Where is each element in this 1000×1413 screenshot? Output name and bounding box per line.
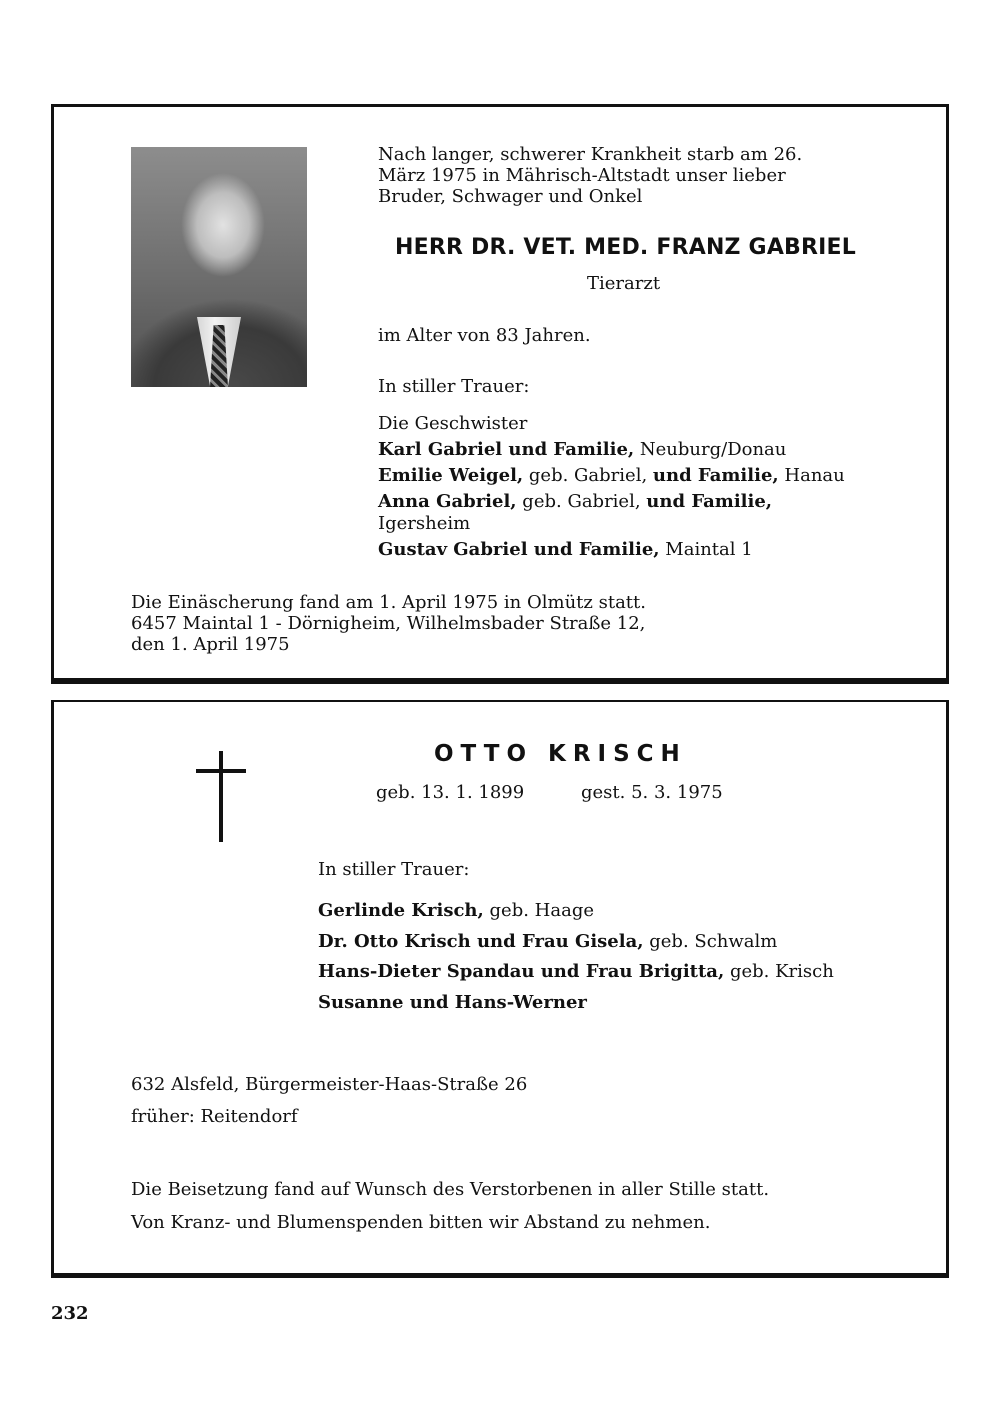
intro-line-3: Bruder, Schwager und Onkel	[378, 186, 643, 207]
footer-line-3: den 1. April 1975	[131, 634, 290, 655]
obituary-krisch	[51, 700, 949, 1278]
closing-line-2: Von Kranz- und Blumenspenden bitten wir Abstand zu nehmen.	[131, 1212, 711, 1233]
profession: Tierarzt	[587, 273, 661, 294]
family-member-3: Hans-Dieter Spandau und Frau Brigitta, geb. Krisch	[318, 961, 834, 982]
age-line: im Alter von 83 Jahren.	[378, 325, 591, 346]
deceased-name: HERR DR. VET. MED. FRANZ GABRIEL	[395, 235, 856, 260]
intro-line-1: Nach langer, schwerer Krankheit starb am 26.	[378, 144, 803, 165]
family-member-1: Karl Gabriel und Familie, Neuburg/Donau	[378, 439, 787, 460]
intro-line-2: März 1975 in Mährisch-Altstadt unser lieber	[378, 165, 786, 186]
family-member-2: Dr. Otto Krisch und Frau Gisela, geb. Schwalm	[318, 931, 778, 952]
footer-line-2: 6457 Maintal 1 - Dörnigheim, Wilhelmsbader Straße 12,	[131, 613, 646, 634]
family-member-4: Susanne und Hans-Werner	[318, 992, 587, 1013]
family-member-4: Gustav Gabriel und Familie, Maintal 1	[378, 539, 753, 560]
family-member-2: Emilie Weigel, geb. Gabriel, und Familie, Hanau	[378, 465, 845, 486]
family-member-3: Anna Gabriel, geb. Gabriel, und Familie,	[378, 491, 773, 512]
footer-line-1: Die Einäscherung fand am 1. April 1975 in Olmütz statt.	[131, 592, 646, 613]
obituary-gabriel	[51, 104, 949, 684]
cross-icon	[219, 751, 223, 842]
mourning-label: In stiller Trauer:	[378, 376, 530, 397]
deceased-name: OTTO KRISCH	[434, 741, 687, 767]
address-line: 632 Alsfeld, Bürgermeister-Haas-Straße 26	[131, 1074, 528, 1095]
family-member-3-place: Igersheim	[378, 513, 471, 534]
portrait-photo	[131, 147, 307, 387]
death-date: gest. 5. 3. 1975	[581, 782, 723, 803]
page-number: 232	[51, 1303, 89, 1324]
family-heading: Die Geschwister	[378, 413, 528, 434]
former-residence: früher: Reitendorf	[131, 1106, 298, 1127]
mourning-label: In stiller Trauer:	[318, 859, 470, 880]
cross-icon-bar	[196, 769, 246, 773]
closing-line-1: Die Beisetzung fand auf Wunsch des Verstorbenen in aller Stille statt.	[131, 1179, 770, 1200]
family-member-1: Gerlinde Krisch, geb. Haage	[318, 900, 594, 921]
birth-date: geb. 13. 1. 1899	[376, 782, 525, 803]
